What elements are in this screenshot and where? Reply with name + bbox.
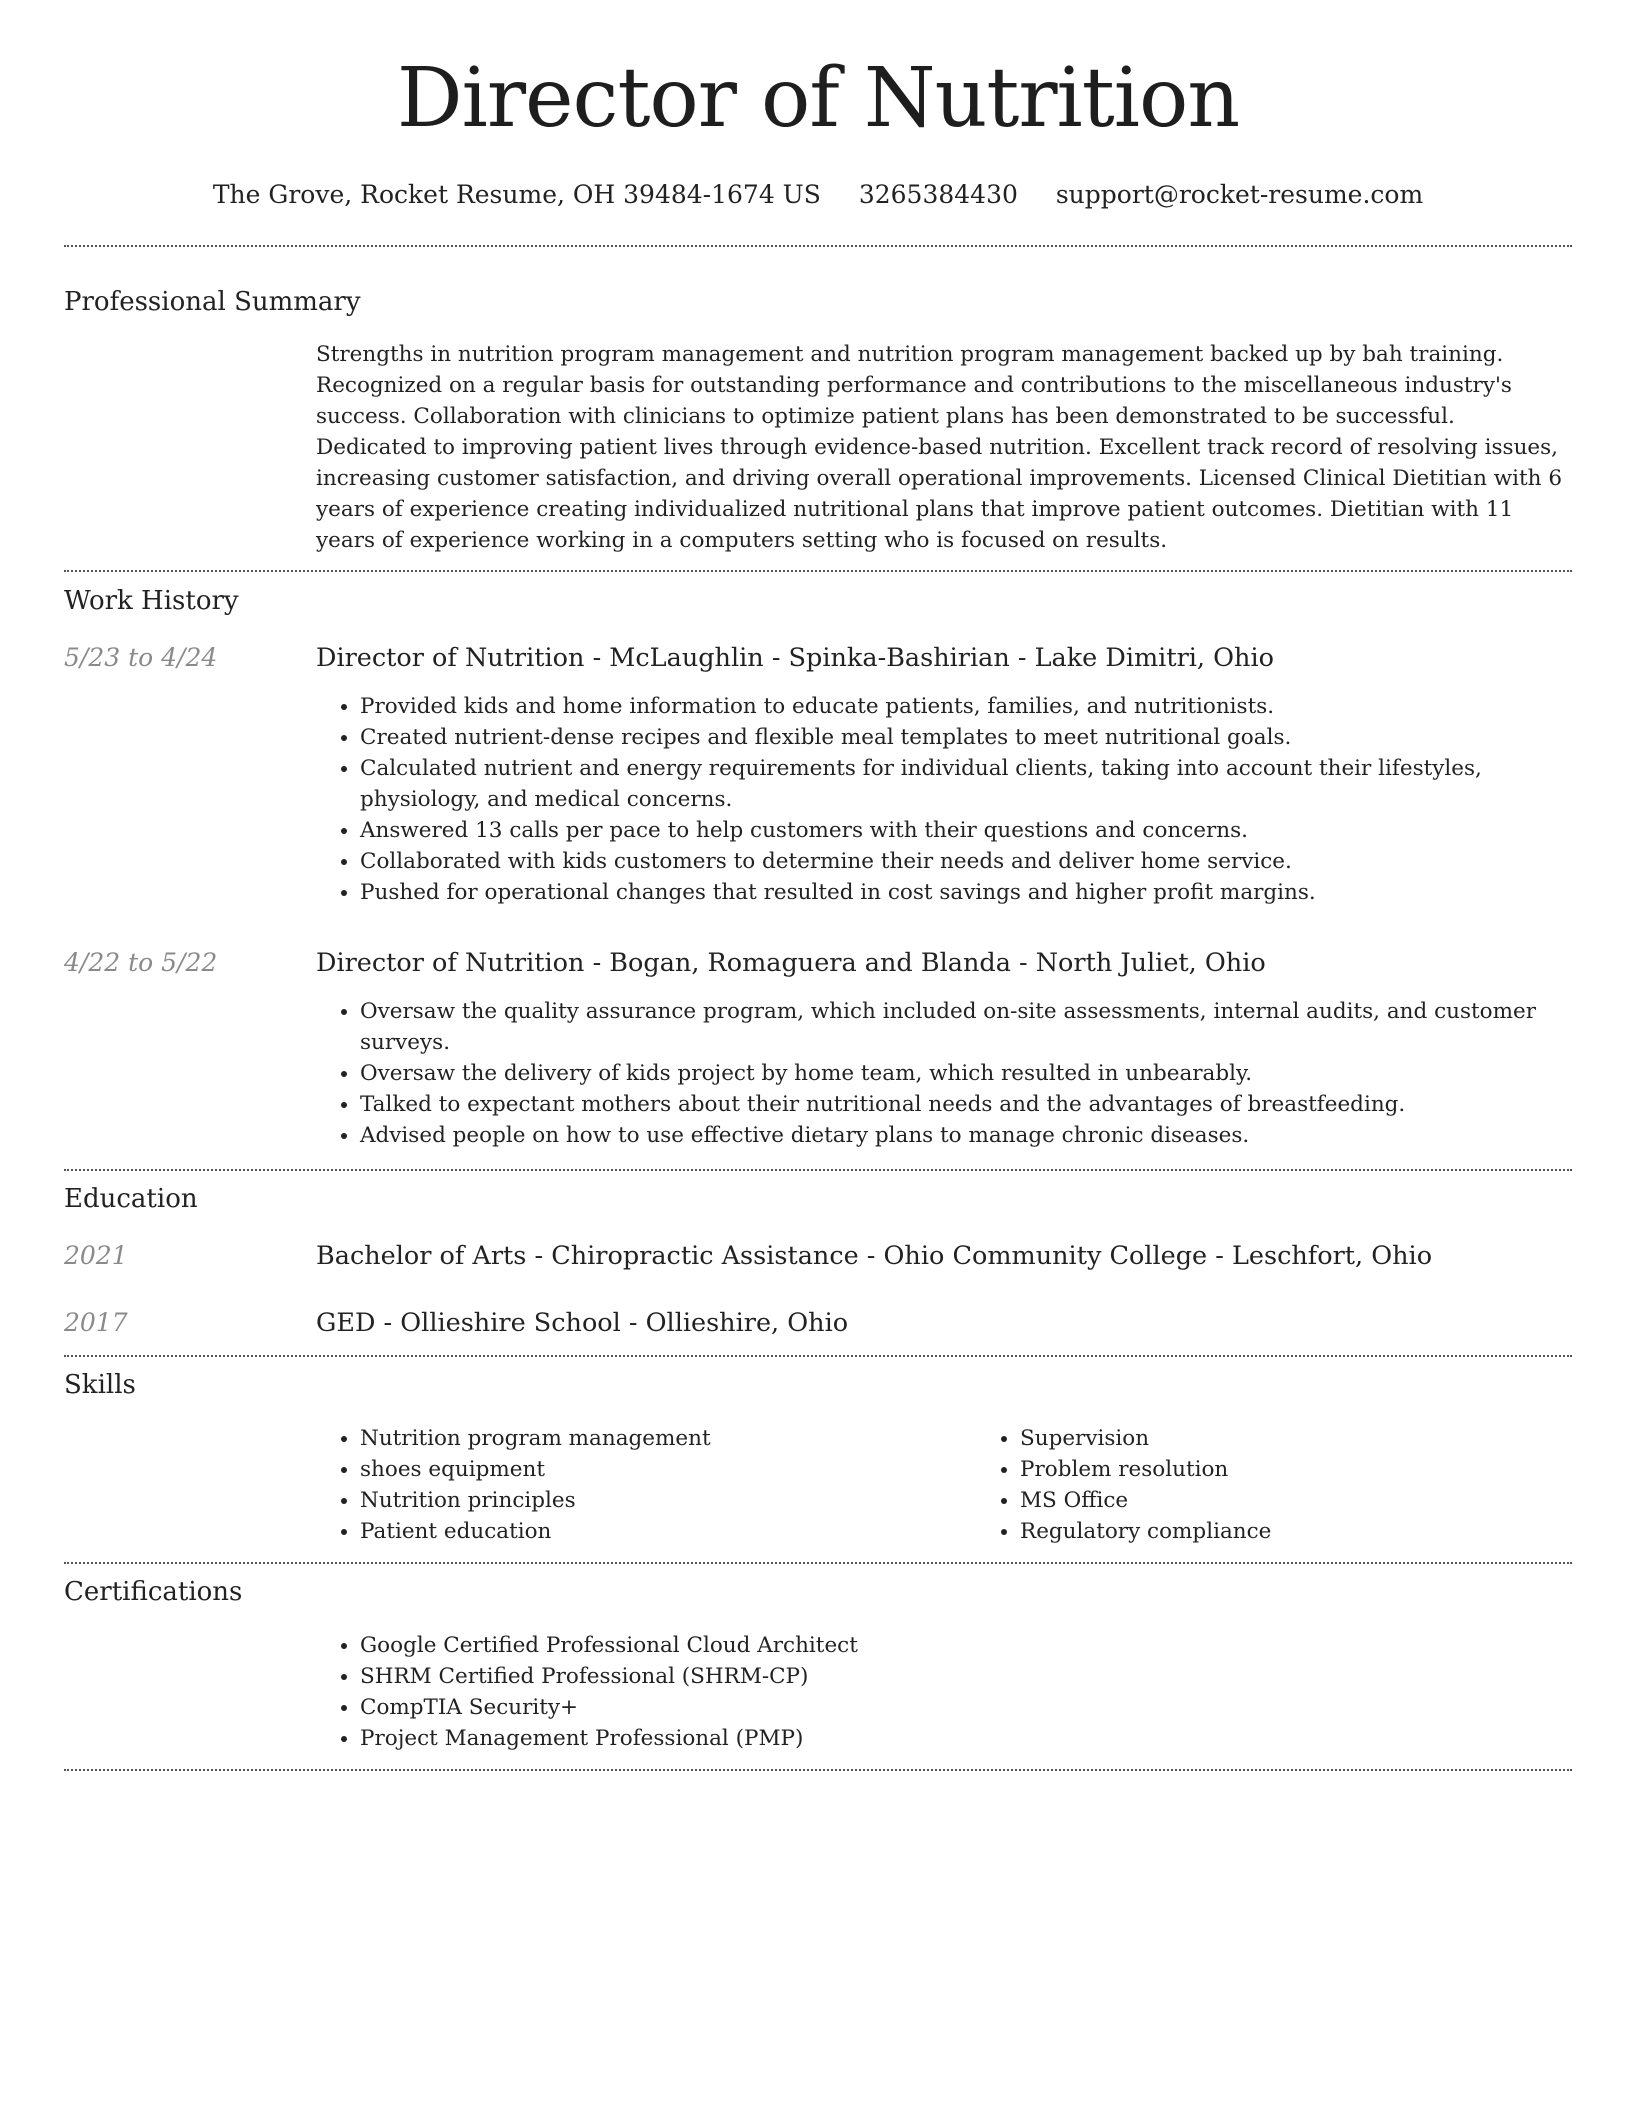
list-item: • Provided kids and home information to educate patients, families, and nutritionists.	[360, 691, 1572, 722]
list-item: • CompTIA Security+	[360, 1692, 1572, 1723]
list-item: • Project Management Professional (PMP)	[360, 1723, 1572, 1754]
list-item: • Supervision	[1020, 1423, 1632, 1454]
education-section	[64, 1184, 1572, 1339]
summary-text: Strengths in nutrition program management and nutrition program management backed up by bah training. Recognized on a regular basis for outstanding performance and contributions to the miscellaneous industry's success. Collaboration with clinicians to optimize patient plans has been demonstrated to be successful. Dedicated to improving patient lives through evidence-based nutrition. Excellent track record of resolving issues, increasing customer satisfaction, and driving overall operational improvements. Licensed Clinical Dietitian with 6 years of experience creating individualized nutritional plans that improve patient outcomes. Dietitian with 11 years of experience working in a computers setting who is focused on results.	[316, 342, 1563, 554]
job-heading: Director of Nutrition - McLaughlin - Spinka-Bashirian - Lake Dimitri, Ohio	[316, 643, 1274, 674]
list-item: • Problem resolution	[1020, 1454, 1632, 1485]
work-history-heading: Work History	[64, 586, 239, 617]
list-item: • Oversaw the quality assurance program, which included on-site assessments, internal audits, and customer surveys.	[360, 996, 1572, 1058]
work-history-section	[64, 586, 1572, 1150]
divider	[64, 1562, 1572, 1564]
summary-heading: Professional Summary	[64, 287, 361, 317]
list-item: • Talked to expectant mothers about their nutritional needs and the advantages of breastfeeding.	[360, 1089, 1572, 1120]
education-text: Bachelor of Arts - Chiropractic Assistance - Ohio Community College - Leschfort, Ohio	[316, 1240, 1433, 1271]
job-dates: 5/23 to 4/24	[64, 643, 218, 673]
divider	[64, 245, 1572, 247]
certifications-heading: Certifications	[64, 1577, 243, 1608]
certifications-list	[316, 1630, 1572, 1754]
list-item: • Calculated nutrient and energy requirements for individual clients, taking into account their lifestyles, physiology, and medical concerns.	[360, 753, 1572, 815]
job-entry	[64, 948, 1572, 1151]
education-heading: Education	[64, 1183, 198, 1214]
list-item: • Advised people on how to use effective dietary plans to manage chronic diseases.	[360, 1120, 1572, 1151]
list-item: • Nutrition program management	[360, 1423, 976, 1454]
job-bullets	[316, 691, 1572, 908]
list-item: • Collaborated with kids customers to determine their needs and deliver home service.	[360, 846, 1572, 877]
education-year: 2021	[64, 1240, 128, 1270]
resume-page	[64, 0, 1572, 1771]
certifications-section	[64, 1577, 1572, 1754]
list-item: • Created nutrient-dense recipes and flexible meal templates to meet nutritional goals.	[360, 722, 1572, 753]
education-text: GED - Ollieshire School - Ollieshire, Ohio	[316, 1308, 849, 1339]
list-item: • Patient education	[360, 1516, 976, 1547]
list-item: • Nutrition principles	[360, 1485, 976, 1516]
divider	[64, 1769, 1572, 1771]
job-dates: 4/22 to 5/22	[64, 947, 218, 977]
job-heading: Director of Nutrition - Bogan, Romaguera and Blanda - North Juliet, Ohio	[316, 947, 1266, 978]
list-item: • shoes equipment	[360, 1454, 976, 1485]
education-entry	[64, 1308, 1572, 1339]
divider	[64, 570, 1572, 572]
list-item: • Google Certified Professional Cloud Architect	[360, 1630, 1572, 1661]
list-item: • SHRM Certified Professional (SHRM-CP)	[360, 1661, 1572, 1692]
skills-heading: Skills	[64, 1369, 136, 1400]
education-year: 2017	[64, 1308, 128, 1338]
list-item: • Oversaw the delivery of kids project by home team, which resulted in unbearably.	[360, 1058, 1572, 1089]
contact-phone: 3265384430	[858, 180, 1018, 209]
education-entry	[64, 1241, 1572, 1272]
skills-list-right	[976, 1423, 1632, 1547]
list-item: • Regulatory compliance	[1020, 1516, 1632, 1547]
skills-section	[64, 1370, 1572, 1547]
list-item: • MS Office	[1020, 1485, 1632, 1516]
list-item: • Answered 13 calls per pace to help customers with their questions and concerns.	[360, 815, 1572, 846]
divider	[64, 1169, 1572, 1171]
contact-address: The Grove, Rocket Resume, OH 39484-1674 US	[212, 180, 821, 209]
job-entry	[64, 643, 1572, 908]
contact-line	[64, 180, 1572, 210]
list-item: • Pushed for operational changes that resulted in cost savings and higher profit margins.	[360, 877, 1572, 908]
summary-section	[64, 287, 1572, 556]
contact-email: support@rocket-resume.com	[1055, 180, 1424, 209]
job-bullets	[316, 996, 1572, 1151]
resume-title: Director of Nutrition	[396, 51, 1240, 146]
divider	[64, 1355, 1572, 1357]
skills-list-left	[316, 1423, 976, 1547]
